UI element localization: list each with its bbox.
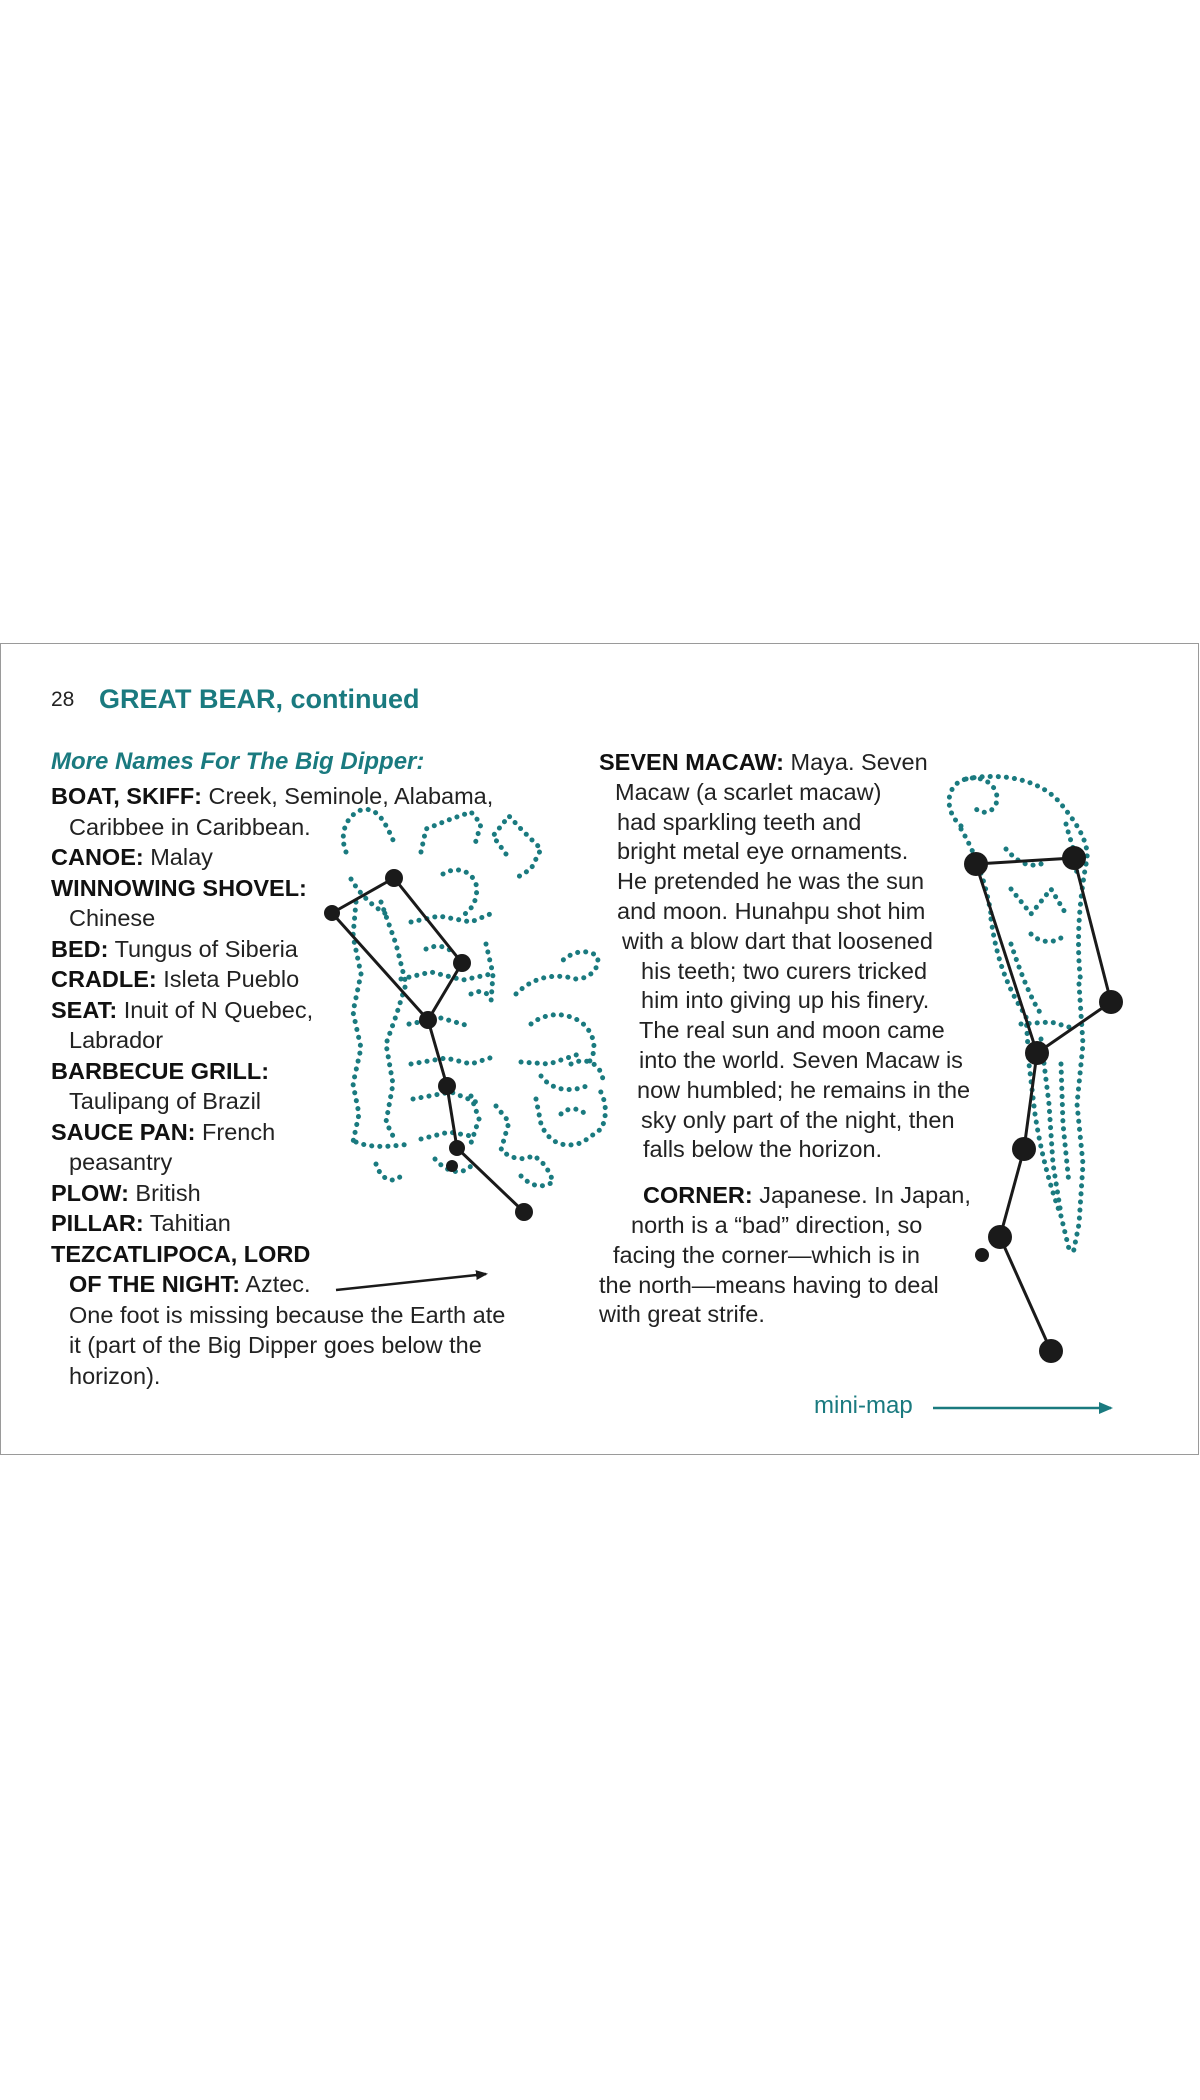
text-line: and moon. Hunahpu shot him <box>617 897 926 924</box>
entry-text: Maya. Seven <box>790 749 928 775</box>
text-line: the north—means having to deal <box>599 1271 939 1298</box>
text-line: north is a “bad” direction, so <box>631 1211 923 1238</box>
minimap-link[interactable]: mini-map <box>814 1392 913 1419</box>
seven-macaw-figure <box>949 776 1087 1254</box>
entry-name: PILLAR: <box>51 1210 144 1236</box>
section-heading: More Names For The Big Dipper: <box>51 748 425 775</box>
big-dipper-stars-right <box>976 858 1111 1351</box>
text-line: He pretended he was the sun <box>617 868 925 895</box>
tezcatlipoca-figure <box>343 809 605 1185</box>
text-line: him into giving up his finery. <box>641 987 930 1014</box>
entry-continuation: Chinese <box>69 905 156 931</box>
text-line: with a blow dart that loosened <box>622 927 933 954</box>
entry-name: SAUCE PAN: <box>51 1118 196 1145</box>
entry-name: SEVEN MACAW: <box>599 749 784 775</box>
text-line: bright metal eye ornaments. <box>617 838 909 865</box>
entry-name: OF THE NIGHT: <box>69 1271 241 1297</box>
entry-name: PLOW: <box>51 1179 129 1206</box>
text-line: had sparkling teeth and <box>617 808 862 835</box>
entry-text: Inuit of N Quebec, <box>123 996 314 1023</box>
entry-name: TEZCATLIPOCA, LORD <box>51 1240 311 1267</box>
entry-name: CANOE: <box>51 844 144 870</box>
entry-text: French <box>202 1118 276 1145</box>
entry-description: One foot is missing because the Earth ate <box>69 1301 506 1328</box>
entry-name: WINNOWING SHOVEL: <box>51 874 307 901</box>
page-number: 28 <box>51 688 75 711</box>
text-line: with great strife. <box>599 1301 765 1328</box>
entry-description: it (part of the Big Dipper goes below the <box>69 1332 482 1358</box>
entry-text: Tungus of Siberia <box>114 935 298 962</box>
illustrations <box>1 644 1200 1456</box>
entry-text: Tahitian <box>149 1210 231 1236</box>
entry-continuation: Labrador <box>69 1027 164 1053</box>
entry-text: Japanese. In Japan, <box>759 1182 971 1209</box>
entry-name: BOAT, SKIFF: <box>51 783 202 809</box>
star-dots-right <box>964 846 1123 1363</box>
entry-text: Creek, Seminole, Alabama, <box>208 783 494 809</box>
text-line: Macaw (a scarlet macaw) <box>615 778 882 805</box>
entry-continuation: peasantry <box>69 1149 173 1175</box>
text-line: The real sun and moon came <box>639 1017 945 1044</box>
page-title: GREAT BEAR, continued <box>99 684 420 714</box>
entry-name: CRADLE: <box>51 966 157 992</box>
entry-continuation: Taulipang of Brazil <box>69 1088 262 1114</box>
entry-name: BARBECUE GRILL: <box>51 1057 270 1084</box>
entry-description: horizon). <box>69 1362 161 1389</box>
entry-text: Aztec. <box>245 1271 311 1297</box>
entry-continuation: Caribbee in Caribbean. <box>69 813 311 840</box>
pointer-arrow <box>336 1274 486 1290</box>
text-line: facing the corner—which is in <box>613 1241 920 1268</box>
text-line: into the world. Seven Macaw is <box>639 1046 963 1073</box>
text-line: his teeth; two curers tricked <box>641 957 928 984</box>
book-page <box>0 643 1199 1455</box>
text-line: now humbled; he remains in the <box>637 1076 971 1103</box>
entry-text: British <box>135 1179 201 1206</box>
entry-text: Isleta Pueblo <box>163 966 300 992</box>
text-line: falls below the horizon. <box>643 1136 883 1163</box>
entry-text: Malay <box>150 844 213 870</box>
text-line: sky only part of the night, then <box>641 1106 955 1133</box>
entry-name: CORNER: <box>643 1182 753 1209</box>
entry-name: SEAT: <box>51 996 118 1023</box>
entry-name: BED: <box>51 935 109 962</box>
